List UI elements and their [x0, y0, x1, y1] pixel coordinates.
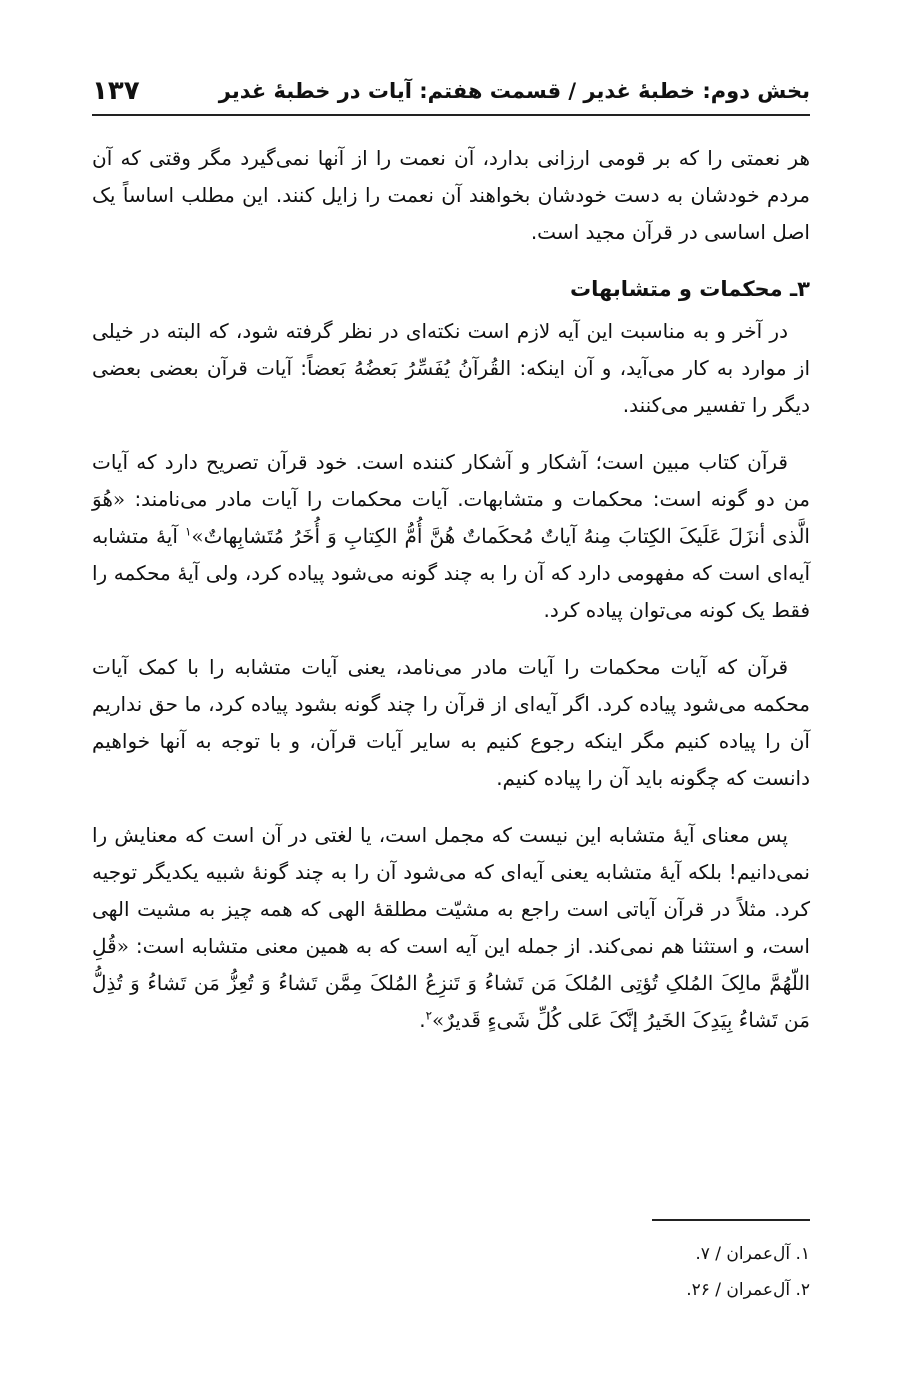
quran-quote-2: «قُلِ اللّهُمَّ مالِکَ المُلکِ تُؤتِی المُلکَ مَن تَشاءُ وَ تَنزِعُ المُلکَ مِمَّن تَشاءُ وَ تُعِزُّ مَن تَشاءُ وَ تُذِلُّ مَن تَشاءُ بِیَدِکَ الخَیرُ إنَّکَ عَلی کُلِّ شَیءٍ قَدیرٌ»	[92, 934, 810, 1032]
paragraph-3	[92, 444, 810, 629]
paragraph-3-text-a: قرآن کتاب مبین است؛ آشکار و آشکار کننده است. خود قرآن تصریح دارد که آیات من دو گونه است: محکمات و متشابهات. آیات محکمات را آیات مادر می‌نامند:	[92, 450, 810, 511]
footnotes	[92, 1236, 810, 1308]
paragraph-5-text-a: پس معنای آیهٔ متشابه این نیست که مجمل است، یا لغتی در آن است که معنایش را نمی‌دانیم! بلکه آیهٔ متشابه یعنی آیه‌ای که می‌شود آن را به چند گونهٔ شبیه یکدیگر توجیه کرد. مثلاً در قرآن آیاتی است راجع به مشیّت مطلقهٔ الهی که همه چیز به مشیت الهی است، و استثنا هم نمی‌کند. از جمله این آیه است که به همین معنی متشابه است:	[92, 823, 810, 958]
paragraph-3-text-b: آیهٔ متشابه آیه‌ای است که مفهومی دارد که آن را به چند گونه می‌شود پیاده کرد، ولی آیهٔ محکمه را فقط یک کونه می‌توان پیاده کرد.	[92, 524, 810, 622]
page-header	[92, 62, 810, 116]
quran-quote-1: «هُوَ الَّذی أنزَلَ عَلَیکَ الکِتابَ مِنهُ آیاتٌ مُحکَماتٌ هُنَّ أُمُّ الکِتابِ وَ أُخَرُ مُتَشابِهاتٌ»	[92, 487, 810, 548]
paragraph-2: در آخر و به مناسبت این آیه لازم است نکته‌ای در نظر گرفته شود، که البته در خیلی از موارد به کار می‌آید، و آن اینکه: القُرآنُ یُفَسِّرُ بَعضُهُ بَعضاً: آیات قرآن بعضی بعضی دیگر را تفسیر می‌کنند.	[92, 319, 810, 417]
paragraph-1: هر نعمتی را که بر قومی ارزانی بدارد، آن نعمت را از آنها نمی‌گیرد مگر وقتی که آن مردم خودشان به دست خودشان بخواهند آن نعمت را زایل کنند. این مطلب اساساً یک اصل اساسی در قرآن مجید است.	[92, 146, 810, 244]
page-body	[92, 140, 810, 1059]
footnote-ref-1[interactable]: ۱	[184, 524, 192, 539]
paragraph-5	[92, 817, 810, 1039]
paragraph-4: قرآن که آیات محکمات را آیات مادر می‌نامد، یعنی آیات متشابه را با کمک آیات محکمه می‌شود پیاده کرد. اگر آیه‌ای از قرآن را چند گونه بشود پیاده کرد، ما حق نداریم آن را پیاده کنیم مگر اینکه رجوع کنیم به سایر آیات قرآن، و با توجه به آنها خواهیم دانست که چگونه باید آن را پیاده کنیم.	[92, 655, 810, 790]
page-number: ۱۳۷	[92, 76, 140, 106]
section-heading: ۳ـ محکمات و متشابهات	[570, 277, 810, 301]
footnote-2: ۲. آل‌عمران / ۲۶.	[686, 1280, 810, 1300]
paragraph-5-text-b: .	[419, 1008, 426, 1032]
footnote-1: ۱. آل‌عمران / ۷.	[695, 1244, 810, 1264]
footnote-ref-2[interactable]: ۲	[425, 1008, 433, 1023]
footnote-divider	[652, 1219, 810, 1221]
running-title: بخش دوم: خطبهٔ غدیر / قسمت هفتم: آیات در خطبهٔ غدیر	[218, 79, 810, 103]
